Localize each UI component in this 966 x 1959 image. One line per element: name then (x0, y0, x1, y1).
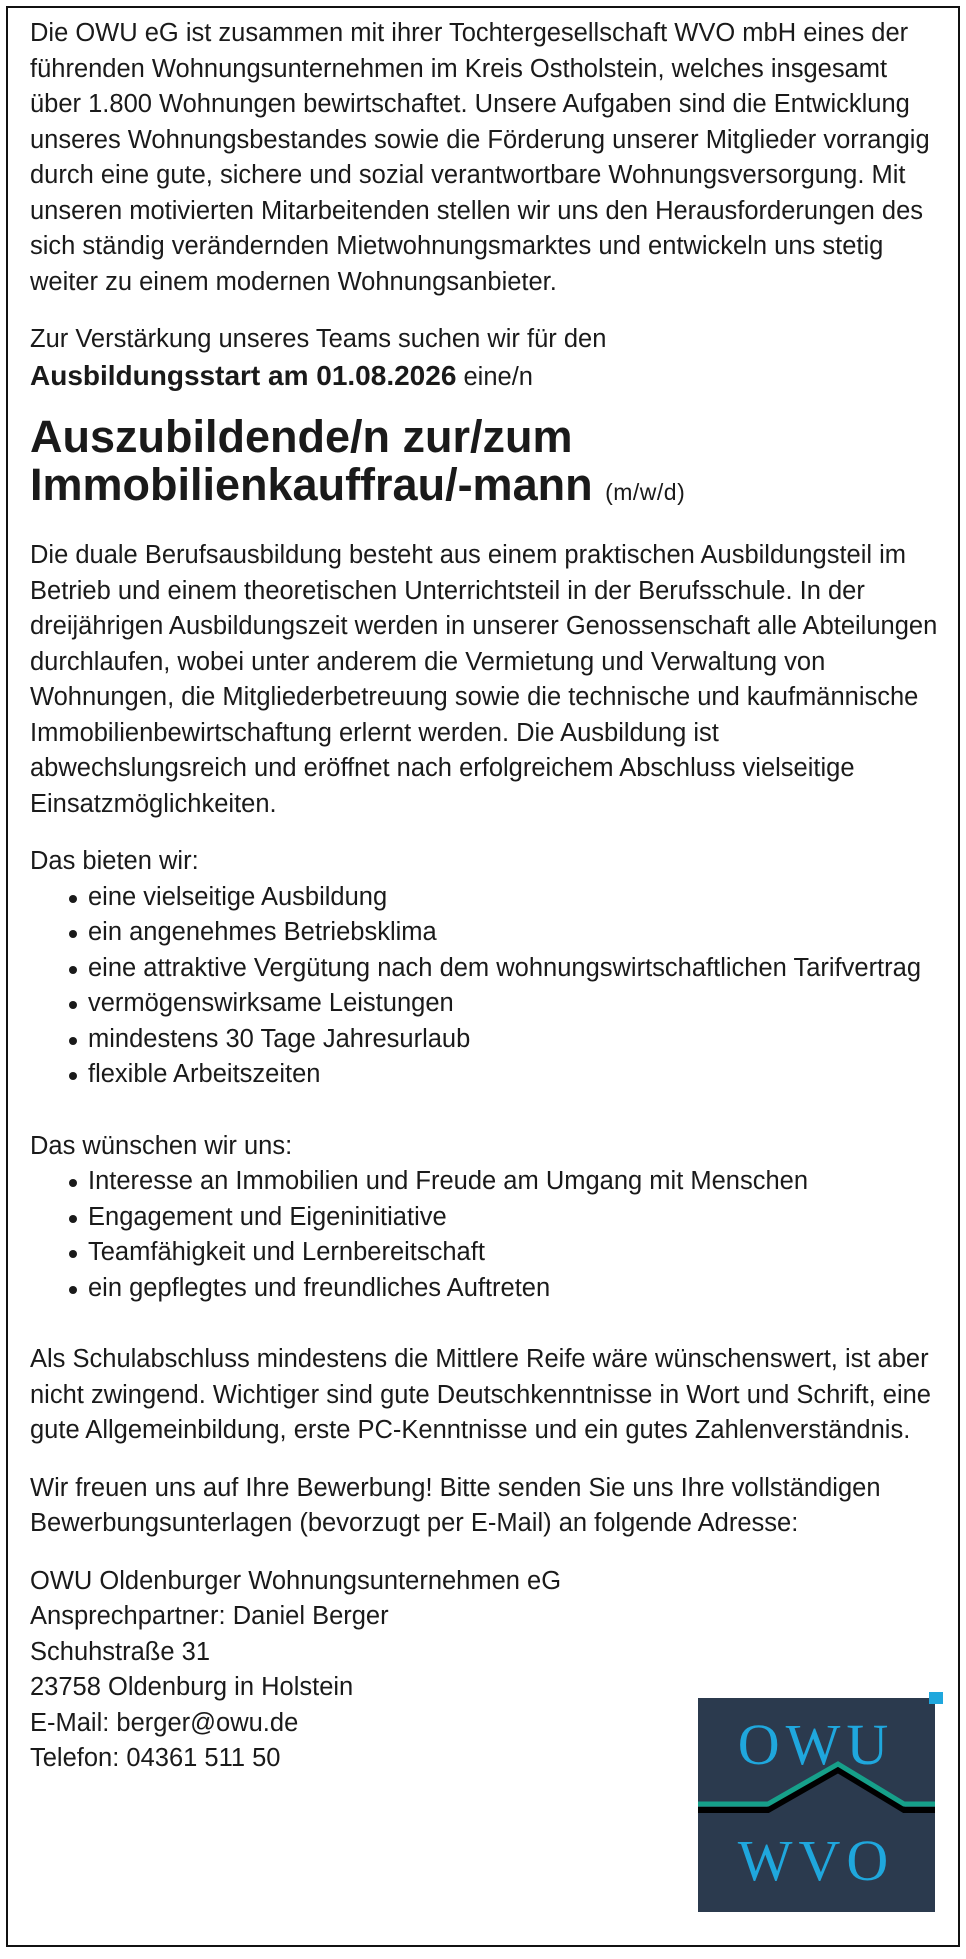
list-item: ein gepflegtes und freundliches Auftreten (66, 1271, 940, 1307)
job-title (30, 413, 940, 516)
contact-street: Schuhstraße 31 (30, 1637, 211, 1666)
list-item: eine vielseitige Ausbildung (66, 880, 940, 916)
description-paragraph: Die duale Berufsausbildung besteht aus einem praktischen Ausbildungsteil im Betrieb und einem theoretischen Unterrichtsteil in der Berufsschule. In der dreijährigen Ausbildungszeit werden in unserer Genossenschaft alle Abteilungen durchlaufen, wobei unter anderem die Vermietung und Verwaltung von Wohnungen, die Mitgliederbetreuung sowie die technische und kaufmännische Immobilienbewirtschaftung erlernt werden. Die Ausbildung ist abwechslungsreich und eröffnet nach erfolgreichem Abschluss vielseitige Einsatzmöglichkeiten. (30, 541, 938, 818)
list-item: vermögenswirksame Leistungen (66, 986, 940, 1022)
gender-note: (m/w/d) (605, 479, 686, 505)
list-item: ein angenehmes Betriebsklima (66, 915, 940, 951)
list-item: eine attraktive Vergütung nach dem wohnungswirtschaftlichen Tarifvertrag (66, 951, 940, 987)
ad-content (30, 16, 940, 1777)
lead-line: Zur Verstärkung unseres Teams suchen wir für den (30, 325, 607, 353)
offer-heading: Das bieten wir: (30, 847, 199, 875)
contact-person: Ansprechpartner: Daniel Berger (30, 1602, 389, 1630)
job-title-line2: Immobilienkauffrau/-mann (30, 459, 593, 510)
list-item: Engagement und Eigeninitiative (66, 1200, 940, 1236)
list-item: flexible Arbeitszeiten (66, 1057, 940, 1093)
logo-top-text: OWU (737, 1712, 895, 1777)
intro-paragraph: Die OWU eG ist zusammen mit ihrer Tochtergesellschaft WVO mbH eines der führenden Wohnungsunternehmen im Kreis Ostholstein, welches insgesamt über 1.800 Wohnungen bewirtschaftet. Unsere Aufgaben sind die Entwicklung unseres Wohnungsbestandes sowie die Förderung unserer Mitglieder vorrangig durch eine gute, sichere und sozial verantwortbare Wohnungsversorgung. Mit unseren motivierten Mitarbeitenden stellen wir uns den Herausforderungen des sich ständig verändernden Mietwohnungsmarktes und entwickeln uns stetig weiter zu einem modernen Wohnungsanbieter. (30, 19, 930, 296)
contact-phone[interactable]: Telefon: 04361 511 50 (30, 1744, 281, 1772)
job-title-line1: Auszubildende/n zur/zum (30, 411, 573, 462)
wishes-list (30, 1164, 940, 1306)
school-paragraph: Als Schulabschluss mindestens die Mittlere Reife wäre wünschenswert, ist aber nicht zwingend. Wichtiger sind gute Deutschkenntnisse in Wort und Schrift, eine gute Allgemeinbildung, erste PC-Kenntnisse und ein gutes Zahlenverständnis. (30, 1345, 931, 1444)
list-item: mindestens 30 Tage Jahresurlaub (66, 1022, 940, 1058)
spacer (30, 1115, 940, 1129)
offer-list (30, 880, 940, 1093)
job-ad (6, 6, 960, 1947)
owu-wvo-logo (698, 1692, 943, 1912)
list-item: Teamfähigkeit und Lernbereitschaft (66, 1235, 940, 1271)
lead-suffix: eine/n (456, 362, 533, 391)
wishes-heading: Das wünschen wir uns: (30, 1131, 293, 1160)
list-item: Interesse an Immobilien und Freude am Umgang mit Menschen (66, 1164, 940, 1200)
training-start: Ausbildungsstart am 01.08.2026 (30, 359, 457, 391)
lead-text (30, 322, 940, 395)
spacer (30, 1328, 940, 1342)
contact-city: 23758 Oldenburg in Holstein (30, 1673, 354, 1701)
logo-corner-accent (929, 1692, 943, 1704)
closing-paragraph: Wir freuen uns auf Ihre Bewerbung! Bitte senden Sie uns Ihre vollständigen Bewerbungsunterlagen (bevorzugt per E-Mail) an folgende Adresse: (30, 1473, 881, 1537)
contact-company: OWU Oldenburger Wohnungsunternehmen eG (30, 1566, 562, 1595)
logo-bottom-text: WVO (737, 1828, 895, 1893)
contact-email[interactable]: E-Mail: berger@owu.de (30, 1708, 299, 1737)
